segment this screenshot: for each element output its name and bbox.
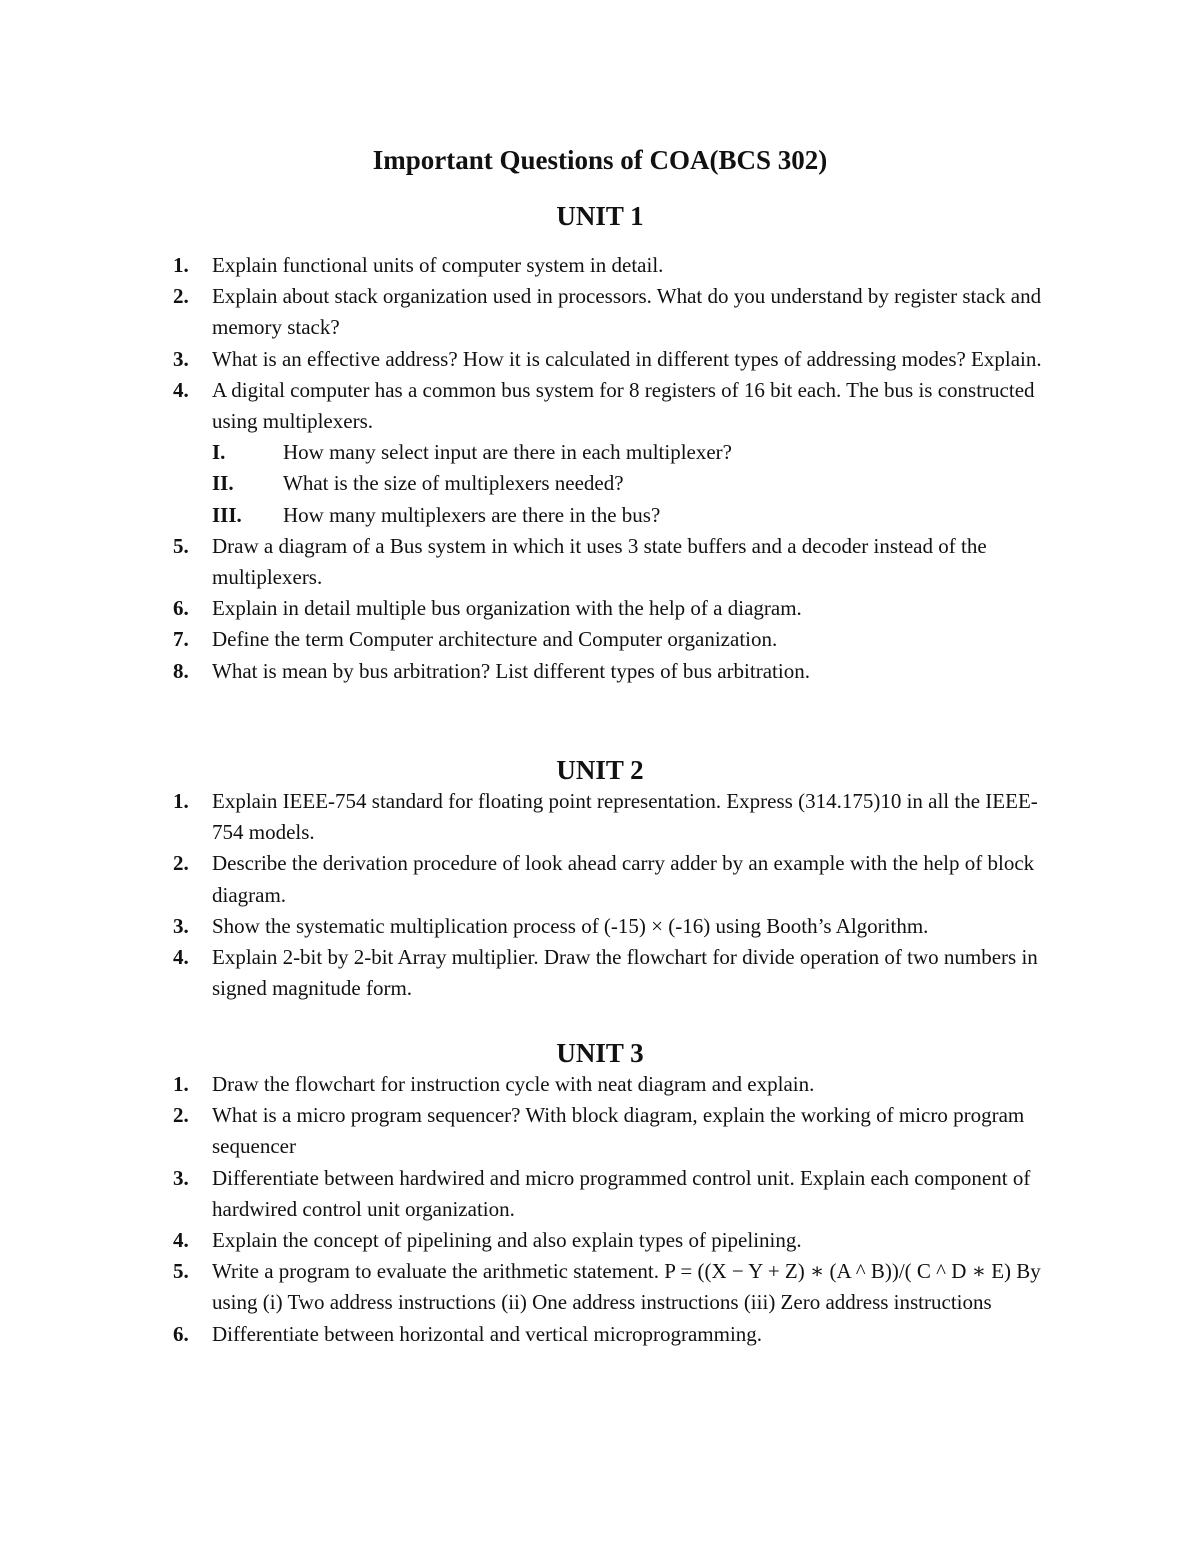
question-number: 3. (173, 346, 189, 371)
question-number: 3. (173, 913, 189, 938)
unit-1-heading: UNIT 1 (556, 201, 644, 231)
question-text: Draw the flowchart for instruction cycle with neat diagram and explain. (212, 1072, 815, 1096)
sub-question-item (160, 500, 1060, 531)
question-text: Define the term Computer architecture and Computer organization. (212, 627, 778, 652)
question-item (160, 1100, 1060, 1162)
question-number: 3. (173, 1165, 189, 1190)
question-text: Explain in detail multiple bus organization with the help of a diagram. (212, 596, 802, 621)
question-number: 4. (173, 1228, 189, 1253)
question-item (160, 848, 1060, 910)
question-text: Show the systematic multiplication process of (-15) × (-16) using Booth’s Algorithm. (212, 913, 929, 938)
sub-question-number: III. (212, 502, 242, 527)
question-item (160, 281, 1060, 343)
question-text: A digital computer has a common bus system for 8 registers of 16 bit each. The bus is constructed using multiplexers. (212, 377, 1035, 434)
question-number: 4. (173, 377, 189, 402)
question-text: What is a micro program sequencer? With block diagram, explain the working of micro program sequencer (212, 1103, 1025, 1159)
question-text: Draw a diagram of a Bus system in which it uses 3 state buffers and a decoder instead of the multiplexers. (212, 533, 987, 590)
question-number: 1. (173, 1072, 189, 1096)
question-text: Explain IEEE-754 standard for floating point representation. Express (314.175)10 in all the IEEE-754 models. (212, 789, 1038, 845)
sub-question-number: II. (212, 471, 234, 496)
question-number: 5. (173, 1259, 189, 1284)
question-text: Describe the derivation procedure of look ahead carry adder by an example with the help of block diagram. (212, 851, 1035, 907)
question-item (160, 911, 1060, 942)
sub-question-item (160, 468, 1060, 499)
question-number: 6. (173, 1321, 189, 1346)
page-title: Important Questions of COA(BCS 302) (372, 145, 828, 175)
question-item (160, 1163, 1060, 1225)
question-text: Explain the concept of pipelining and also explain types of pipelining. (212, 1228, 802, 1253)
question-item (160, 1319, 1060, 1350)
unit-2-question-list (160, 786, 1060, 1004)
sub-question-text: How many multiplexers are there in the bus? (283, 502, 661, 527)
question-number: 5. (173, 533, 189, 558)
question-item (160, 1256, 1060, 1318)
unit-1-question-list (160, 250, 1060, 687)
question-number: 2. (173, 284, 189, 309)
sub-question-text: How many select input are there in each multiplexer? (283, 440, 732, 465)
question-text: Write a program to evaluate the arithmetic statement. P = ((X − Y + Z) ∗ (A ^ B))/( C ^ D ∗ E) By using (i) Two address instructions (ii) One address instructions (iii) Zero address instructions (212, 1259, 1041, 1315)
unit-3-question-list (160, 1069, 1060, 1350)
sub-question-number: I. (212, 440, 226, 465)
sub-question-text: What is the size of multiplexers needed? (283, 471, 624, 496)
question-text: What is mean by bus arbitration? List different types of bus arbitration. (212, 658, 810, 683)
question-item (160, 344, 1060, 375)
question-item (160, 1225, 1060, 1256)
question-number: 2. (173, 851, 189, 876)
question-text: Differentiate between horizontal and vertical microprogramming. (212, 1321, 763, 1346)
question-number: 7. (173, 627, 189, 652)
question-item (160, 1069, 1060, 1100)
question-text: What is an effective address? How it is calculated in different types of addressing modes? Explain. (212, 346, 1042, 371)
question-number: 4. (173, 945, 189, 970)
question-number: 1. (173, 789, 189, 813)
unit-3-heading: UNIT 3 (556, 1038, 644, 1068)
question-number: 1. (173, 253, 189, 277)
question-text: Explain 2-bit by 2-bit Array multiplier. Draw the flowchart for divide operation of two numbers in signed magnitude form. (212, 945, 1038, 1001)
question-item (160, 656, 1060, 687)
question-number: 6. (173, 596, 189, 621)
question-item (160, 593, 1060, 624)
question-item (160, 786, 1060, 848)
question-item (160, 531, 1060, 593)
question-text: Differentiate between hardwired and micro programmed control unit. Explain each component of hardwired control unit organization. (212, 1165, 1031, 1221)
question-number: 2. (173, 1103, 189, 1128)
question-text: Explain about stack organization used in processors. What do you understand by register stack and memory stack? (212, 284, 1042, 340)
question-number: 8. (173, 658, 189, 683)
question-text: Explain functional units of computer system in detail. (212, 253, 664, 277)
sub-question-item (160, 437, 1060, 468)
question-item (160, 375, 1060, 437)
question-item (160, 942, 1060, 1004)
question-item (160, 624, 1060, 655)
question-item (160, 250, 1060, 281)
unit-2-heading: UNIT 2 (556, 755, 644, 785)
